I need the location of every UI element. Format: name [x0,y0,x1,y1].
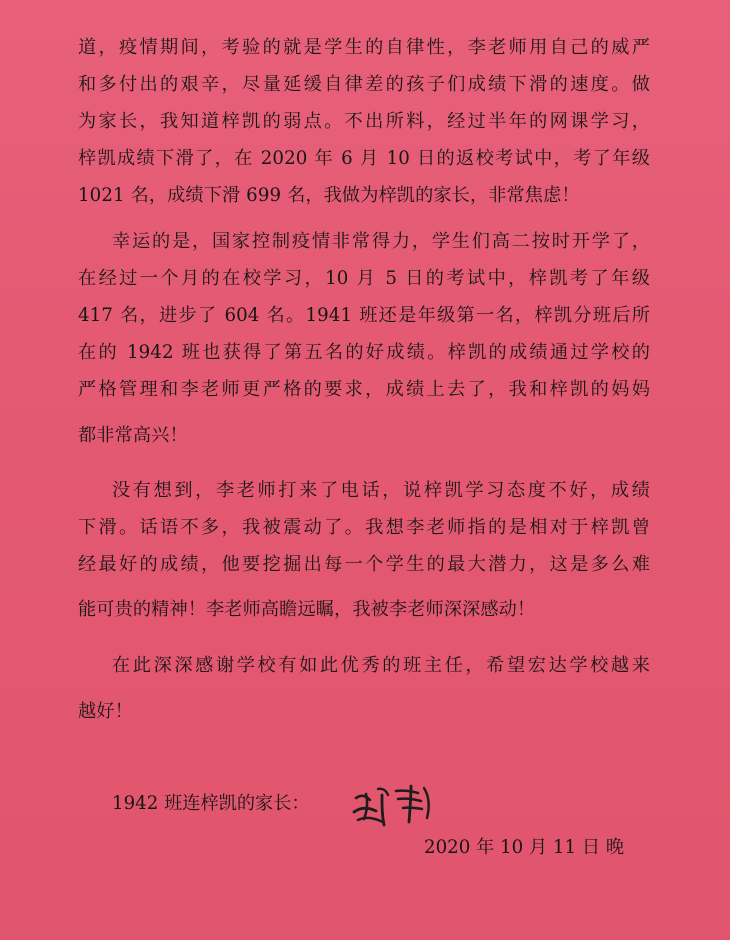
letter-line-7: 在经过一个月的在校学习，10 月 5 日的考试中，梓凯考了年级 [78,268,650,289]
letter-line-5: 1021 名，成绩下滑 699 名，我做为梓凯的家长，非常焦虑！ [78,185,580,206]
signature-label: 1942 班连梓凯的家长： [112,793,310,814]
letter-line-6: 幸运的是，国家控制疫情非常得力，学生们高二按时开学了， [112,231,650,252]
letter-date: 2020 年 10 月 11 日 晚 [424,837,625,858]
letter-line-14: 经最好的成绩，他要挖掘出每一个学生的最大潜力，这是多么难 [78,554,650,575]
letter-line-9: 在的 1942 班也获得了第五名的好成绩。梓凯的成绩通过学校的 [78,342,650,363]
letter-line-17: 越好！ [78,701,133,722]
letter-line-4: 梓凯成绩下滑了，在 2020 年 6 月 10 日的返校考试中，考了年级 [78,148,650,169]
letter-line-11: 都非常高兴！ [78,425,188,446]
letter-line-8: 417 名，进步了 604 名。1941 班还是年级第一名，梓凯分班后所 [78,305,650,326]
handwritten-signature [348,780,444,830]
letter-line-1: 道，疫情期间，考验的就是学生的自律性，李老师用自己的威严 [78,37,650,58]
letter-line-12: 没有想到，李老师打来了电话，说梓凯学习态度不好，成绩 [112,480,650,501]
letter-line-10: 严格管理和李老师更严格的要求，成绩上去了，我和梓凯的妈妈 [78,379,650,400]
letter-line-15: 能可贵的精神！李老师高瞻远瞩，我被李老师深深感动！ [78,599,536,620]
letter-line-2: 和多付出的艰辛，尽量延缓自律差的孩子们成绩下滑的速度。做 [78,74,650,95]
letter-line-13: 下滑。话语不多，我被震动了。我想李老师指的是相对于梓凯曾 [78,517,650,538]
letter-line-16: 在此深深感谢学校有如此优秀的班主任，希望宏达学校越来 [112,655,650,676]
letter-line-3: 为家长，我知道梓凯的弱点。不出所料，经过半年的网课学习， [78,111,650,132]
